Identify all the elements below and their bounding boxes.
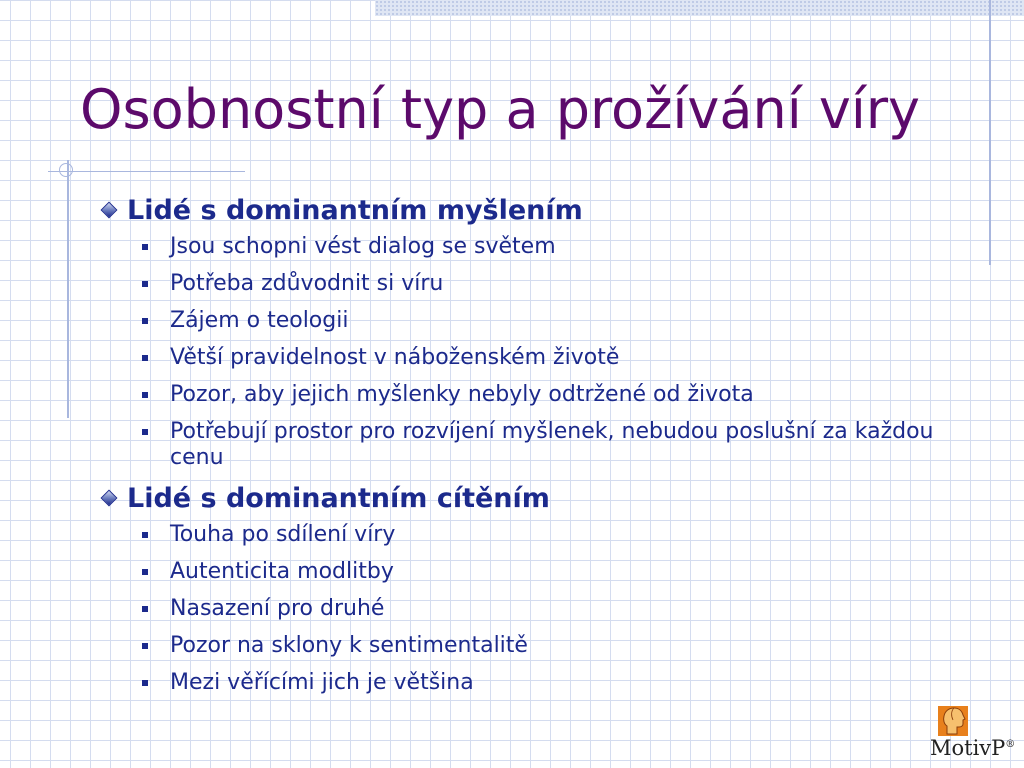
- list-item: [100, 308, 960, 334]
- list-item: [100, 234, 960, 260]
- logo-wordmark: [930, 736, 1015, 760]
- slide-title: Osobnostní typ a prožívání víry: [80, 78, 920, 141]
- bullet-list: [100, 234, 960, 471]
- section-heading-text: Lidé s dominantním myšlením: [127, 195, 583, 226]
- list-item: [100, 670, 960, 696]
- square-bullet-icon: [142, 244, 148, 250]
- bullet-list: [100, 522, 960, 696]
- right-decorative-line: [989, 0, 991, 265]
- list-item-text: Větší pravidelnost v náboženském životě: [170, 345, 620, 370]
- motivp-logo: [924, 700, 1024, 768]
- square-bullet-icon: [142, 355, 148, 361]
- head-profile-icon: [938, 704, 968, 736]
- square-bullet-icon: [142, 392, 148, 398]
- section-thinking: [100, 194, 960, 471]
- decorative-circle-icon: [59, 163, 73, 177]
- square-bullet-icon: [142, 680, 148, 686]
- list-item: [100, 559, 960, 585]
- logo-registered-mark: ®: [1005, 739, 1016, 750]
- top-decorative-band: [375, 0, 1024, 16]
- slide-content: [100, 194, 960, 707]
- list-item-text: Nasazení pro druhé: [170, 596, 385, 621]
- square-bullet-icon: [142, 429, 148, 435]
- list-item-text: Potřeba zdůvodnit si víru: [170, 271, 444, 296]
- title-underline: [48, 171, 245, 172]
- list-item-text: Pozor, aby jejich myšlenky nebyly odtržené od života: [170, 382, 754, 407]
- list-item: [100, 382, 960, 408]
- list-item: [100, 271, 960, 297]
- section-heading-text: Lidé s dominantním cítěním: [127, 483, 550, 514]
- square-bullet-icon: [142, 532, 148, 538]
- section-heading: [100, 194, 960, 228]
- square-bullet-icon: [142, 318, 148, 324]
- list-item-text: Potřebují prostor pro rozvíjení myšlenek, nebudou poslušní za každou cenu: [170, 419, 934, 470]
- list-item: [100, 633, 960, 659]
- list-item: [100, 419, 960, 471]
- list-item-text: Mezi věřícími jich je většina: [170, 670, 474, 695]
- logo-text: MotivP: [930, 736, 1006, 760]
- list-item-text: Zájem o teologii: [170, 308, 349, 333]
- list-item: [100, 596, 960, 622]
- square-bullet-icon: [142, 643, 148, 649]
- list-item-text: Autenticita modlitby: [170, 559, 394, 584]
- list-item: [100, 345, 960, 371]
- diamond-bullet-icon: [101, 202, 118, 219]
- list-item-text: Pozor na sklony k sentimentalitě: [170, 633, 528, 658]
- diamond-bullet-icon: [101, 490, 118, 507]
- list-item-text: Jsou schopni vést dialog se světem: [170, 234, 556, 259]
- left-decorative-line: [67, 160, 69, 418]
- list-item: [100, 522, 960, 548]
- square-bullet-icon: [142, 281, 148, 287]
- section-feeling: [100, 482, 960, 696]
- square-bullet-icon: [142, 606, 148, 612]
- section-heading: [100, 482, 960, 516]
- list-item-text: Touha po sdílení víry: [170, 522, 396, 547]
- square-bullet-icon: [142, 569, 148, 575]
